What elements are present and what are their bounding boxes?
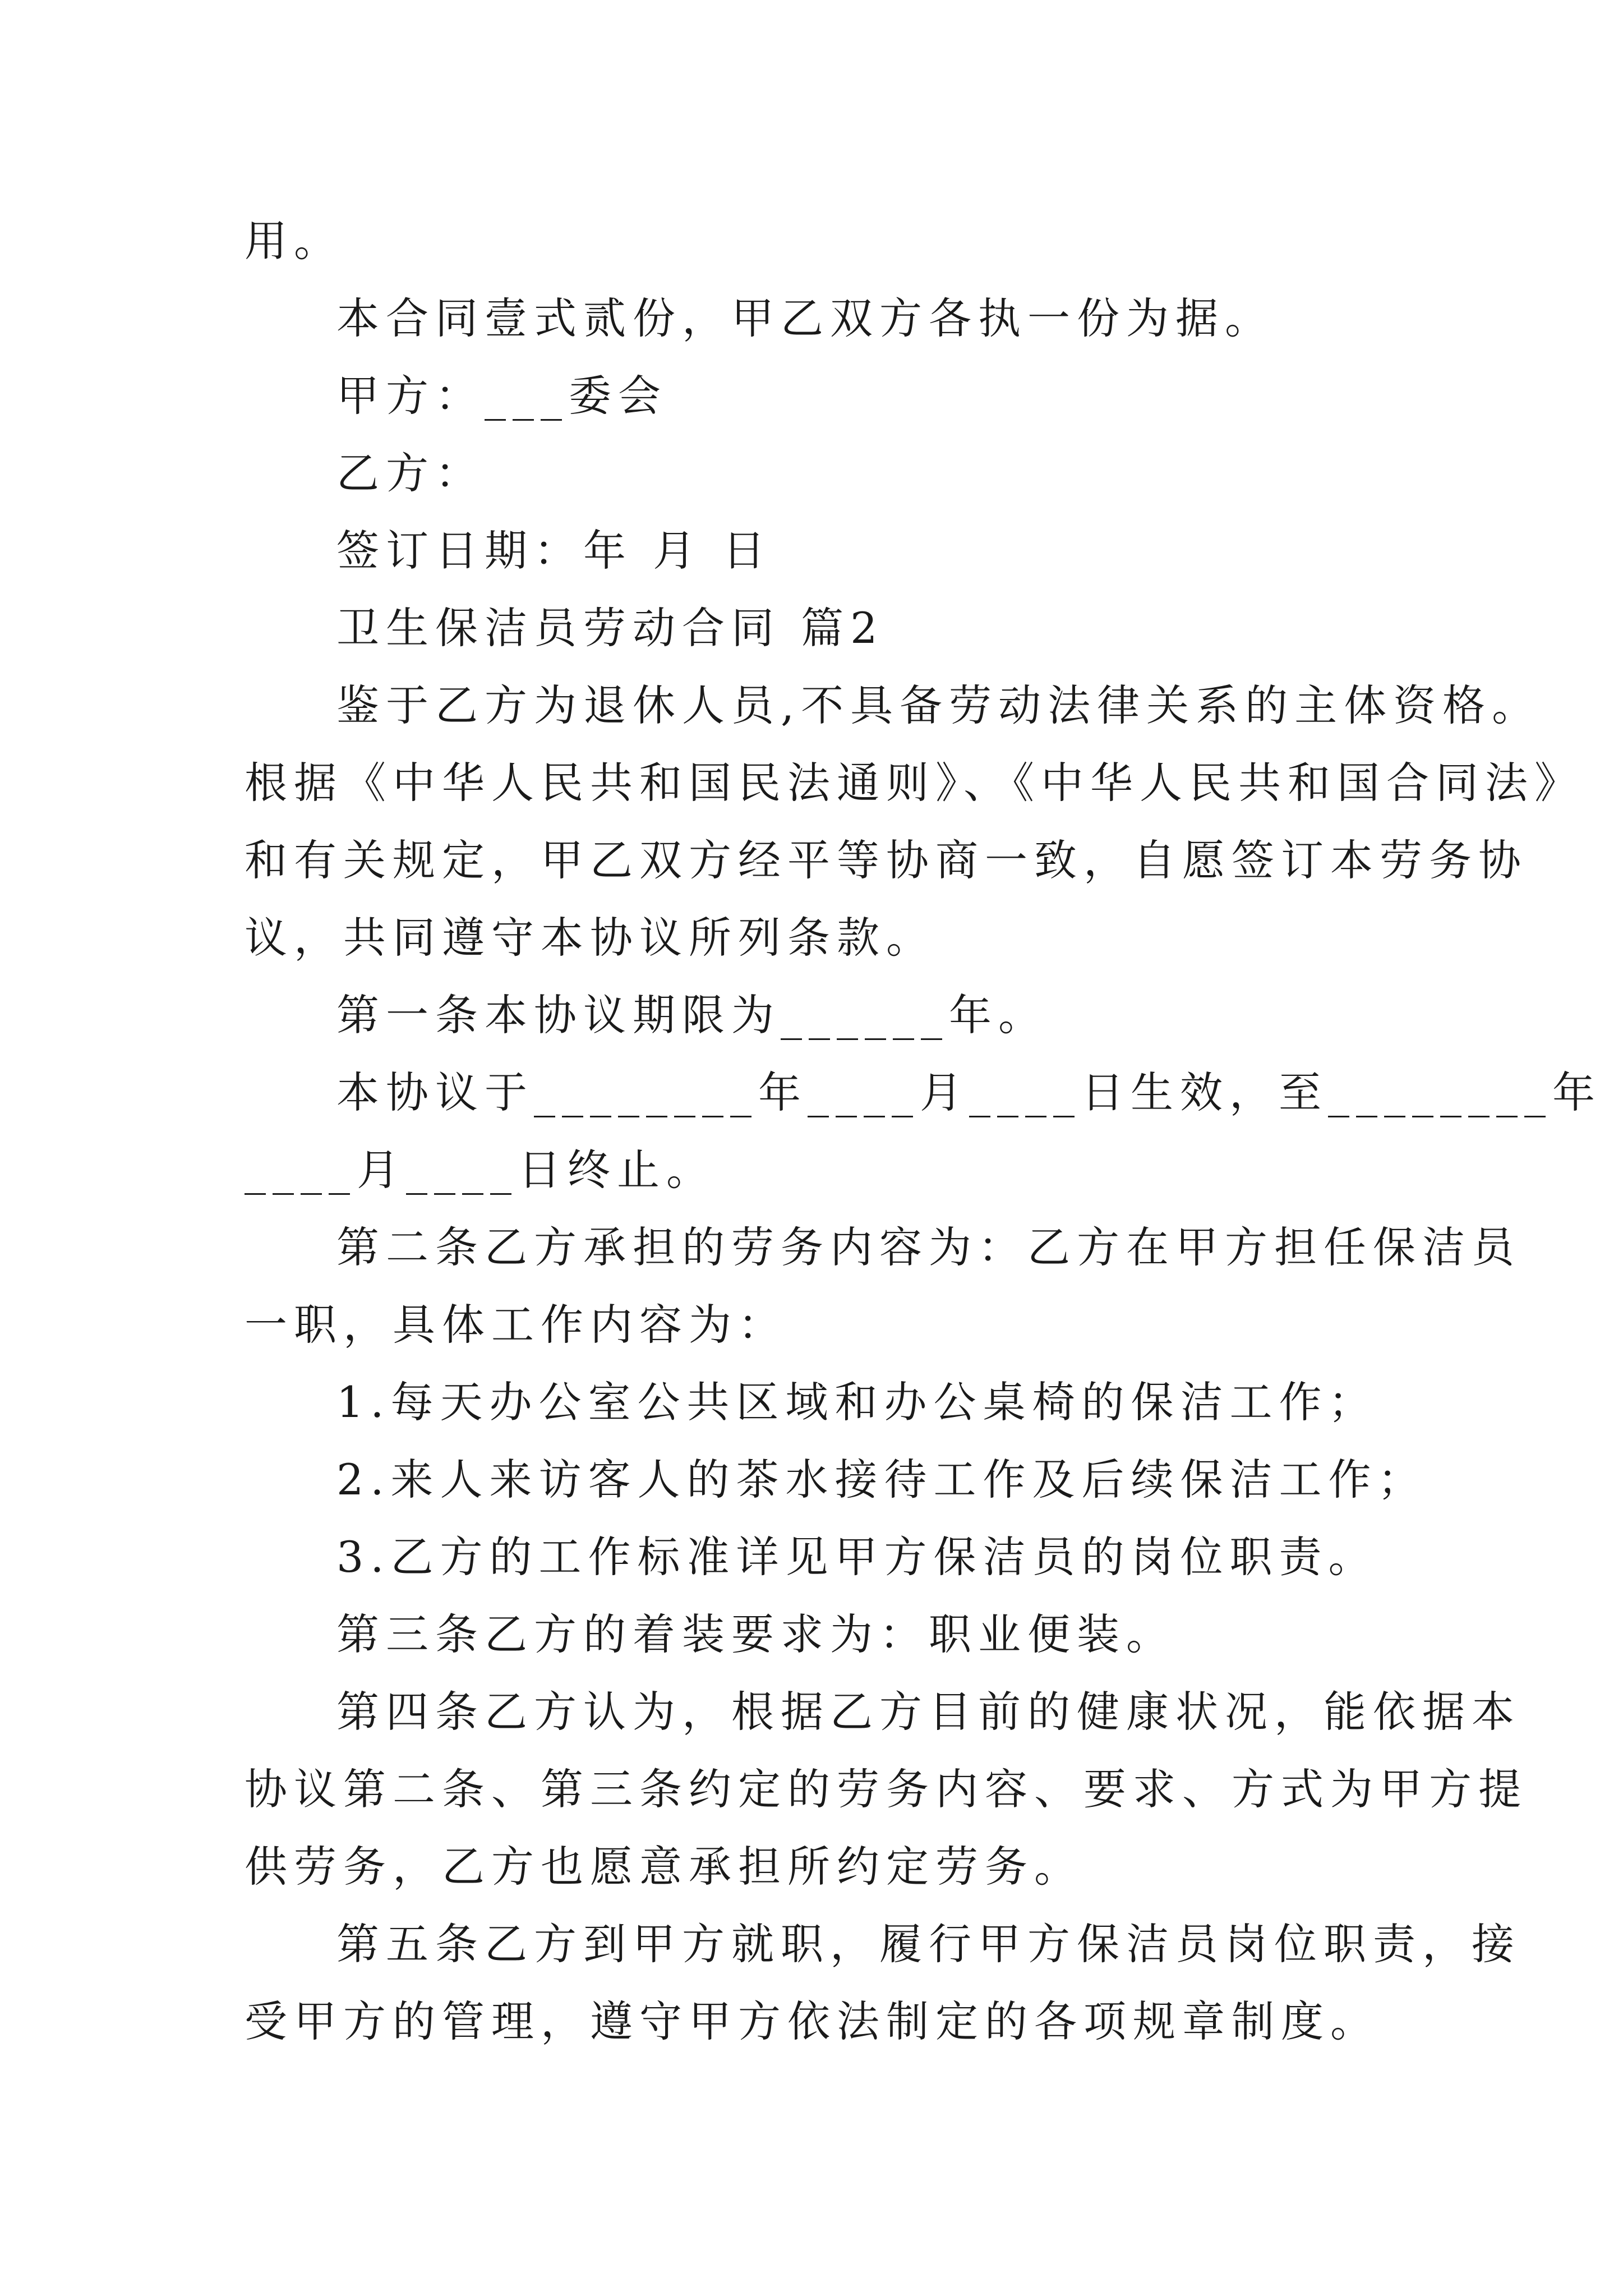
signing-date-line: 签订日期：年 月 日	[336, 526, 772, 576]
duty-item-1: 1.每天办公室公共区域和办公桌椅的保洁工作；	[336, 1377, 1378, 1427]
article-5-line-2: 受甲方的管理，遵守甲方依法制定的各项规章制度。	[245, 1996, 1380, 2046]
article-5-line-1: 第五条乙方到甲方就职，履行甲方保洁员岗位职责，接	[336, 1919, 1521, 1969]
party-b-line: 乙方：	[336, 448, 485, 498]
duty-item-3: 3.乙方的工作标准详见甲方保洁员的岗位职责。	[336, 1532, 1378, 1582]
preamble-line-3: 和有关规定，甲乙双方经平等协商一致，自愿签订本劳务协	[245, 835, 1528, 885]
article-2-line-2: 一职，具体工作内容为：	[245, 1300, 787, 1350]
duty-item-2: 2.来人来访客人的茶水接待工作及后续保洁工作；	[336, 1455, 1427, 1504]
article-2-line-1: 第二条乙方承担的劳务内容为：乙方在甲方担任保洁员	[336, 1222, 1521, 1272]
article-4-line-1: 第四条乙方认为，根据乙方目前的健康状况，能依据本	[336, 1687, 1521, 1737]
article-4-line-3: 供劳务，乙方也愿意承担所约定劳务。	[245, 1842, 1083, 1892]
paragraph-continuation-line: 用。	[245, 216, 343, 266]
preamble-line-2: 根据《中华人民共和国民法通则》、《中华人民共和国合同法》	[245, 758, 1584, 808]
section-title: 卫生保洁员劳动合同 篇2	[336, 603, 884, 653]
article-3-line: 第三条乙方的着装要求为：职业便装。	[336, 1609, 1175, 1659]
preamble-line-4: 议，共同遵守本协议所列条款。	[245, 913, 935, 963]
copies-clause-line: 本合同壹式贰份，甲乙双方各执一份为据。	[336, 293, 1274, 343]
article-1-line: 第一条本协议期限为______年。	[336, 990, 1048, 1040]
preamble-line-1: 鉴于乙方为退休人员,不具备劳动法律关系的主体资格。	[336, 680, 1542, 730]
term-line-2: ____月____日终止。	[245, 1145, 716, 1195]
term-line-1: 本协议于________年____月____日生效，至________年	[336, 1068, 1602, 1117]
article-4-line-2: 协议第二条、第三条约定的劳务内容、要求、方式为甲方提	[245, 1764, 1528, 1814]
party-a-line: 甲方：___委会	[336, 371, 667, 421]
